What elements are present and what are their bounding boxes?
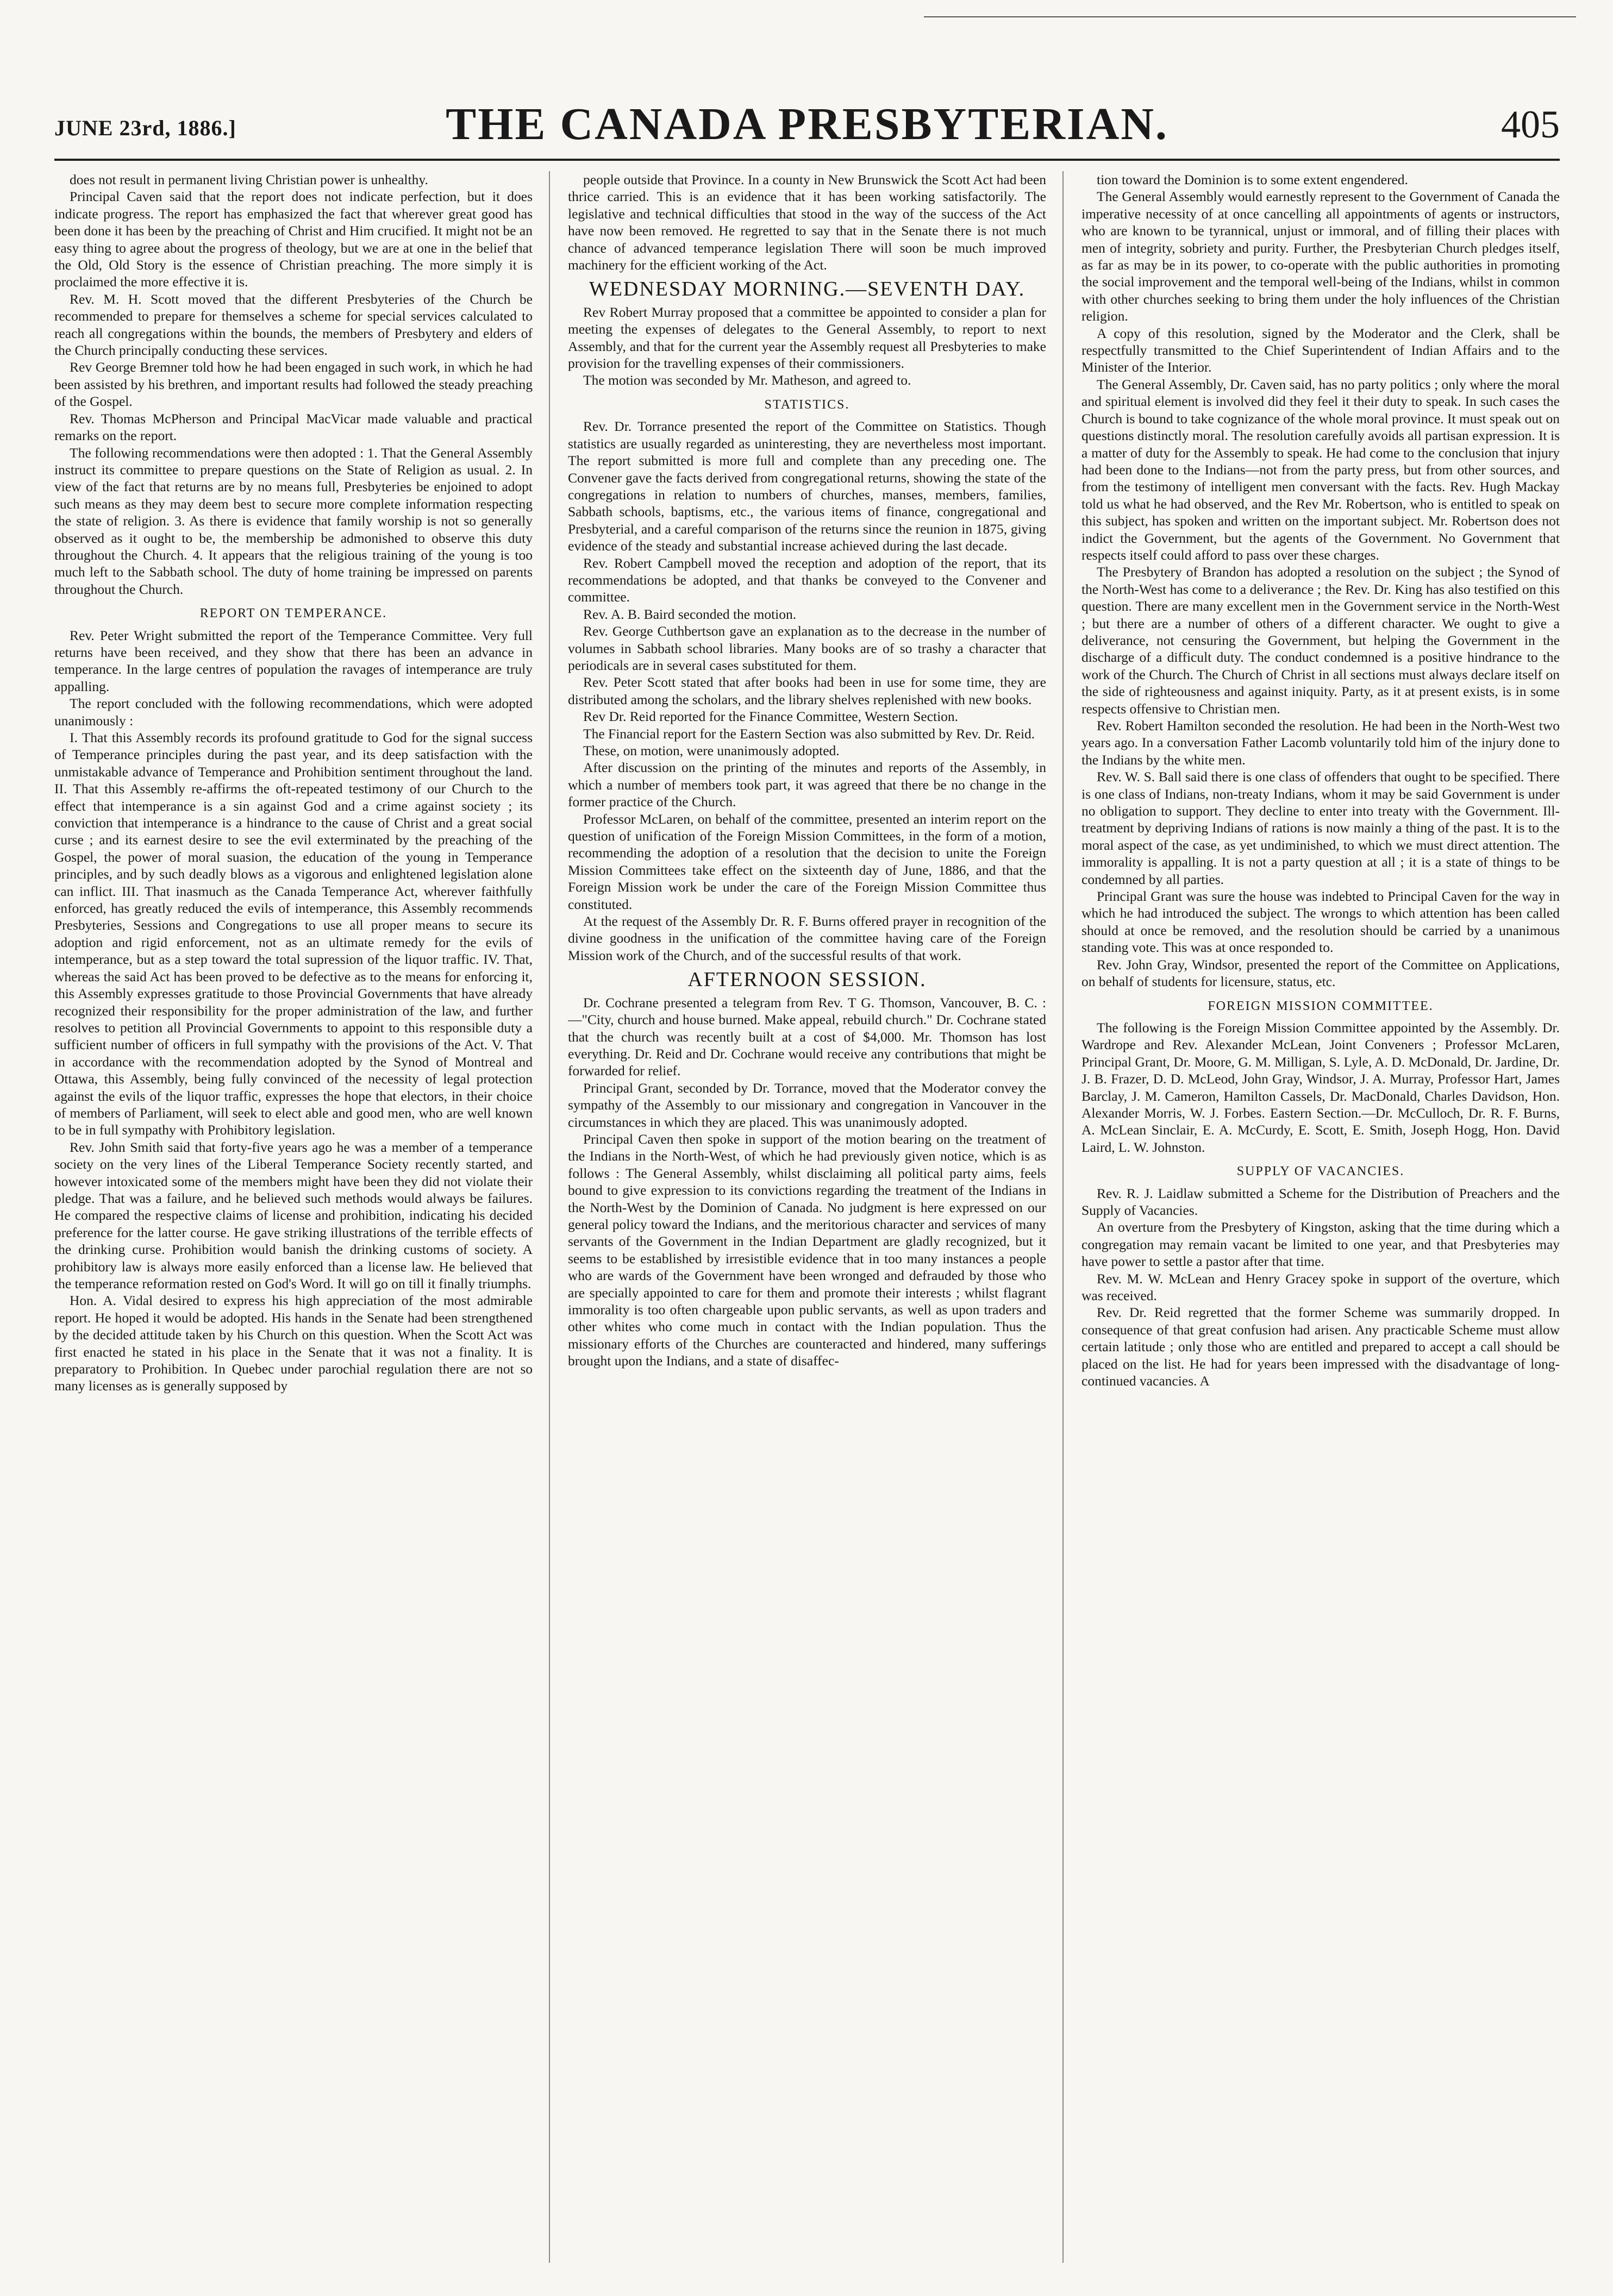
column-3 [1081,171,1560,2263]
paragraph: I. That this Assembly records its profound gratitude to God for the signal success of Temperance principles during the past year, and its deep satisfaction with the unmistakable advance of Temperance and Prohibition sentiment throughout the land. II. That this Assembly re-affirms the oft-repeated testimony of our Church to the effect that intemperance is a sin against God and a crime against society ; its conviction that intemperance is a hindrance to the cause of Christ and a great social curse ; and its earnest desire to see the evil exterminated by the preaching of the Gospel, the power of moral suasion, the education of the young in Temperance principles, and by such deadly blows as a vigorous and enlightened legislation alone can inflict. III. That inasmuch as the Canada Temperance Act, wherever faithfully enforced, has greatly reduced the evils of intemperance, this Assembly recommends Presbyteries, Sessions and Congregations to use all proper means to secure its adoption and rigid enforcement, not as an ultimate remedy for the evils of intemperance, but as a step toward the total supression of the liquor traffic. IV. That, whereas the said Act has been proved to be defective as to the means for enforcing it, this Assembly expresses gratitude to those Provincial Governments that have already recognized their responsibility for the proper administration of the law, and further resolves to petition all Provincial Governments to appoint to this responsible duty a sufficient number of officers in full sympathy with the provisions of the Act. V. That in accordance with the recommendation adopted by the Synod of Montreal and Ottawa, this Assembly, being fully convinced of the necessity of legal protection against the evils of the liquor traffic, expresses the hope that electors, in their choice of members of Parliament, will seek to elect able and good men, who are well known to be in full sympathy with Prohibitory legislation. [54,730,533,1138]
paragraph: Principal Grant, seconded by Dr. Torrance, moved that the Moderator convey the sympathy of the Assembly to our missionary and congregation in Vancouver in the circumstances in which they are placed. This was unanimously adopted. [568,1080,1046,1130]
paragraph: Rev Robert Murray proposed that a committee be appointed to consider a plan for meeting the expenses of delegates to the General Assembly, to report to next Assembly, and that for the current year the Assembly request all Presbyteries to make provision for the travelling expenses of their commissioners. [568,304,1046,372]
column-1 [54,171,533,2263]
column-2 [568,171,1046,2263]
paragraph: Rev. George Cuthbertson gave an explanation as to the decrease in the number of volumes in Sabbath school libraries. Many books are of so trashy a character that periodicals are in several cases substituted for them. [568,623,1046,673]
paragraph: Rev. John Gray, Windsor, presented the report of the Committee on Applications, on behalf of students for licensure, status, etc. [1081,956,1560,990]
paragraph: Dr. Cochrane presented a telegram from Rev. T G. Thomson, Vancouver, B. C. :—"City, church and house burned. Make appeal, rebuild church." Dr. Cochrane stated that the church was recently built at a cost of $4,000. Mr. Thomson has lost everything. Dr. Reid and Dr. Cochrane would receive any contributions that might be forwarded for relief. [568,994,1046,1079]
paragraph: The General Assembly, Dr. Caven said, has no party politics ; only where the moral and spiritual element is involved did they feel it their duty to speak. In such cases the Church is bound to take cognizance of the whole moral province. It must speak out on questions distinctly moral. The resolution carefully avoids all partisan expression. It is a matter of duty for the Assembly to speak. He had come to the conclusion that injury had been done to the Indians—not from the party press, but from other sources, and from the testimony of intelligent men conversant with the facts. Rev. Hugh Mackay told us what he had observed, and the Rev Mr. Robertson, who is entitled to speak on this subject, has spoken and written on the important subject. Mr. Robertson does not indict the Government, but the agents of the Government. No Government that respects itself could afford to pass over these charges. [1081,376,1560,563]
paragraph: Rev. Robert Campbell moved the reception and adoption of the report, that its recommendations be adopted, and that thanks be conveyed to the Convener and committee. [568,555,1046,605]
paragraph: A copy of this resolution, signed by the Moderator and the Clerk, shall be respectfully transmitted to the Chief Superintendent of Indian Affairs and to the Minister of the Interior. [1081,325,1560,375]
paragraph: After discussion on the printing of the minutes and reports of the Assembly, in which a number of members took part, it was agreed that there be no change in the former practice of the Church. [568,760,1046,810]
section-heading: FOREIGN MISSION COMMITTEE. [1208,999,1434,1013]
paragraph: Rev. R. J. Laidlaw submitted a Scheme for the Distribution of Preachers and the Supply of Vacancies. [1081,1185,1560,1218]
paragraph: Rev Dr. Reid reported for the Finance Committee, Western Section. [583,708,959,725]
paragraph: Principal Caven said that the report does not indicate perfection, but it does indicate progress. The report has emphasized the fact that wherever great good has been done it has been by the preaching of Christ and Him crucified. It might not be an easy thing to agree about the progress of theology, but we are at one in the belief that the Old, Old Story is the essence of Christian preaching. The more simply it is proclaimed the more effective it is. [54,189,533,290]
paragraph: Rev. Dr. Torrance presented the report of the Committee on Statistics. Though statistics are usually regarded as uninteresting, they are nevertheless most important. The report submitted is more full and complete than any preceding one. The Convener gave the facts derived from congregational returns, showing the state of the congregations in relation to numbers of churches, manses, members, families, Sabbath schools, baptisms, etc., the various items of finance, congregational and Presbyterial, and a careful comparison of the returns since the reunion in 1875, giving evidence of the steady and substantial increase achieved during the last decade. [568,418,1046,554]
paragraph: Rev. Thomas McPherson and Principal MacVicar made valuable and practical remarks on the report. [54,410,533,444]
paragraph: These, on motion, were unanimously adopted. [583,743,840,758]
paragraph: Rev. Dr. Reid regretted that the former Scheme was summarily dropped. In consequence of that great confusion had arisen. Any practicable Scheme must allow certain latitude ; only those who are entitled and prepared to accept a call should be placed on the list. He had for years been impressed with the disadvantage of long-continued vacancies. A [1081,1304,1560,1389]
paragraph: The General Assembly would earnestly represent to the Government of Canada the imperative necessity of at once cancelling all appointments of agents or instructors, who are known to be tyrannical, unjust or immoral, and of filling their places with men of integrity, sobriety and purity. Further, the Presbyterian Church pledges itself, as far as may be in its power, to co-operate with the public authorities in promoting the social improvement and the temporal well-being of the Indians, whilst in common with other churches seeking to bring them under the holy influences of the Christian religion. [1081,189,1560,324]
paragraph: Principal Caven then spoke in support of the motion bearing on the treatment of the Indians in the North-West, of which he had previously given notice, which is as follows : The General Assembly, whilst disclaiming all political party aims, feels bound to give expression to its convictions regarding the treatment of the Indians in the North-West by the Dominion of Canada. No judgment is here expressed on our general policy toward the Indians, and the meritorious character and services of many servants of the Government in the Indian Department are gladly recognized, but it seems to be established by irresistible evidence that in too many instances a people who are wards of the Government have been wronged and defrauded by those who are specially appointed to care for them and promote their interests ; whilst flagrant immorality is too often chargeable upon public servants, as well as upon traders and other whites who come much in contact with the Indian population. Thus the missionary efforts of the Churches are counteracted and hindered, many sufferings brought upon the Indians, and a state of disaffec- [568,1131,1046,1369]
paragraph: tion toward the Dominion is to some extent engendered. [1097,172,1408,187]
paragraph: The motion was seconded by Mr. Matheson, and agreed to. [583,372,911,388]
paragraph: The report concluded with the following recommendations, which were adopted unanimously : [54,695,533,729]
paragraph: The Presbytery of Brandon has adopted a resolution on the subject ; the Synod of the North-West has come to a deliverance ; the Rev. Dr. King has also testified on this question. There are many excellent men in the Government service in the North-West ; but there are a number of others of a different character. We ought to give a deliverance, not censuring the Government, but helping the Government in the discharge of a difficult duty. The conduct condemned is a positive hindrance to the work of the Church. The Church of Christ in all sections must always declare itself on the side of righteousness and against iniquity. Party, as it at present exists, is in some respects offensive to Christian men. [1081,564,1560,717]
paragraph: Hon. A. Vidal desired to express his high appreciation of the most admirable report. He hoped it would be adopted. His hands in the Senate had been strengthened by the decided attitude taken by his Church on this question. When the Scott Act was first enacted he stated in his place in the Senate that it was not a finality. It is preparatory to Prohibition. In Quebec under parochial regulation there are not so many licenses as is generally supposed by [54,1293,533,1394]
paragraph: The Financial report for the Eastern Section was also submitted by Rev. Dr. Reid. [583,725,1035,742]
masthead-rule [54,159,1560,161]
paragraph: Rev. John Smith said that forty-five years ago he was a member of a temperance society on the very lines of the Liberal Temperance Society recently started, and however intoxicated some of the members might have been they did not violate their pledge. That was a failure, and he believed such methods would always be failures. He compared the respective claims of license and prohibition, indicating his decided preference for the latter course. He gave striking illustrations of the terrible effects of the drinking curse. Prohibition would banish the drinking customs of society. A prohibitory law is always more easily enforced than a license law. He believed that the temperance reformation rested on God's Word. It will go on till it finally triumphs. [54,1139,533,1291]
paragraph: Principal Grant was sure the house was indebted to Principal Caven for the way in which he had introduced the subject. The wrongs to which attention has been called should at once be removed, and the resolution should be carried by a unanimous standing vote. This was at once responded to. [1081,888,1560,956]
paragraph: Rev. Peter Wright submitted the report of the Temperance Committee. Very full returns have been received, and they show that there has been an advance in temperance. In the large centres of population the ravages of intemperance are truly appalling. [54,627,533,694]
newspaper-title: THE CANADA PRESBYTERIAN. [446,99,1168,149]
paragraph: The following is the Foreign Mission Committee appointed by the Assembly. Dr. Wardrope and Rev. Alexander McLean, Joint Conveners ; Professor McLaren, Principal Grant, Dr. Moore, G. M. Milligan, S. Lyle, A. D. McDonald, Dr. Jardine, Dr. J. B. Frazer, D. D. McLeod, John Gray, Windsor, J. A. Murray, Professor Hart, James Barclay, J. M. Cameron, Hamilton Cassels, Dr. MacDonald, Charles Davidson, Hon. Alexander Morris, W. J. Forbes. Eastern Section.—Dr. McCulloch, Dr. R. F. Burns, A. McLean Sinclair, E. A. McCurdy, E. Scott, E. Smith, Joseph Hogg, Hon. David Laird, L. W. Johnston. [1081,1019,1560,1155]
masthead [54,92,1560,152]
section-heading: AFTERNOON SESSION. [687,968,927,992]
paragraph: Rev. Peter Scott stated that after books had been in use for some time, they are distributed among the scholars, and the library shelves replenished with new books. [568,674,1046,707]
article-columns [54,171,1560,2263]
section-heading: STATISTICS. [764,397,850,412]
paragraph: does not result in permanent living Christian power is unhealthy. [70,172,428,187]
paragraph: An overture from the Presbytery of Kingston, asking that the time during which a congregation may remain vacant be limited to one year, and that Presbyteries may have power to settle a pastor after that time. [1081,1219,1560,1270]
paragraph: Rev. M. W. McLean and Henry Gracey spoke in support of the overture, which was received. [1081,1270,1560,1303]
paragraph: Rev. W. S. Ball said there is one class of offenders that ought to be specified. There is one class of Indians, non-treaty Indians, whom it may be said Government is under no obligation to support. They decline to enter into treaty with the Government. Ill-treatment by depriving Indians of rations is now mainly a thing of the past. It is to the moral aspect of the case, as yet undiminished, to which we must direct attention. The immorality is appalling. It is not a party question at all ; it is a state of things to be condemned by all parties. [1081,769,1560,887]
paragraph: At the request of the Assembly Dr. R. F. Burns offered prayer in recognition of the divine goodness in the unification of the committee having care of the Foreign Mission work of the Church, and of the successful results of that work. [568,913,1046,963]
section-heading: WEDNESDAY MORNING.—SEVENTH DAY. [589,278,1026,301]
section-heading: REPORT ON TEMPERANCE. [199,606,387,621]
paragraph: Rev George Bremner told how he had been engaged in such work, in which he had been assisted by his brethren, and important results had followed the steady preaching of the Gospel. [54,359,533,410]
paragraph: Rev. M. H. Scott moved that the different Presbyteries of the Church be recommended to prepare for themselves a scheme for special services calculated to reach all congregations within the bounds, the members of Presbytery and elders of the Church principally conducting these services. [54,291,533,359]
paragraph: Rev. A. B. Baird seconded the motion. [583,606,797,622]
page-number: 405 [1501,103,1560,146]
paragraph: Professor McLaren, on behalf of the committee, presented an interim report on the question of unification of the Foreign Mission Committees, in the form of a motion, recommending the adoption of a resolution that the decision to unite the Foreign Mission Committees take effect on the sixteenth day of June, 1886, and that the Foreign Mission work be under the care of the Foreign Mission Committee thus constituted. [568,811,1046,912]
issue-date: JUNE 23rd, 1886.] [54,116,236,140]
paragraph: Rev. Robert Hamilton seconded the resolution. He had been in the North-West two years ago. In a conversation Father Lacomb voluntarily told him of the injury done to the Indians by the white men. [1081,718,1560,768]
paragraph: people outside that Province. In a county in New Brunswick the Scott Act had been thrice carried. This is an evidence that it has been working satisfactorily. The legislative and technical difficulties that stood in the way of the success of the Act have now been removed. He regretted to say that in the Senate there is not much chance of advanced temperance legislation There will soon be much improved machinery for the efficient working of the Act. [568,172,1046,273]
section-heading: SUPPLY OF VACANCIES. [1236,1164,1405,1179]
paragraph: The following recommendations were then adopted : 1. That the General Assembly instruct its committee to prepare questions on the State of Religion as usual. 2. In view of the fact that returns are by no means full, Presbyteries be enjoined to adopt such means as they may deem best to secure more complete information respecting the state of religion. 3. As there is evidence that family worship is not so generally observed as it ought to be, the membership be admonished to observe this duty throughout the Church. 4. It appears that the religious training of the young is too much left to the Sabbath school. The duty of home training be impressed on parents throughout the Church. [54,444,533,597]
top-edge-rule [924,16,1576,17]
